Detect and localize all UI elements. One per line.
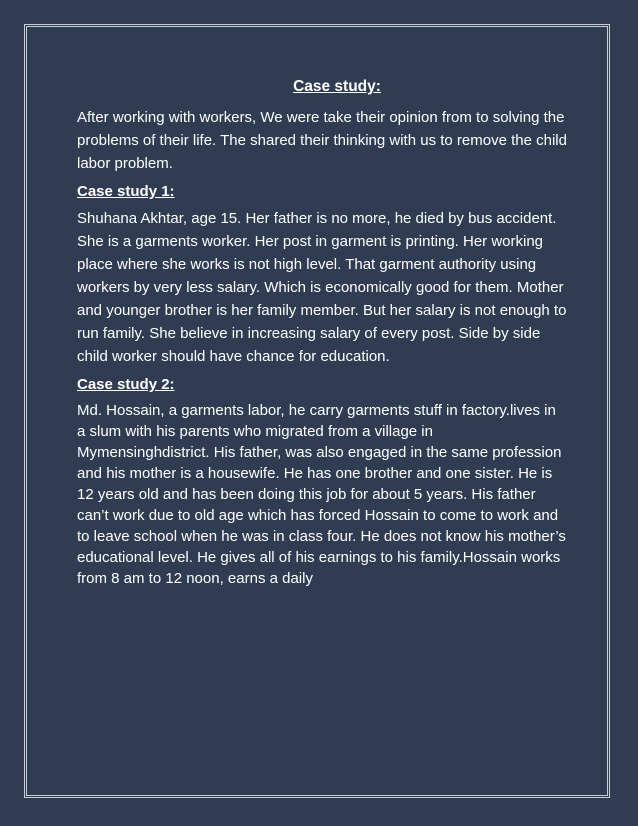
case-study-1-heading: Case study 1: xyxy=(77,183,175,200)
case-study-2-text: Md. Hossain, a garments labor, he carry garments stuff in factory.lives in a slum with his parents who migrated from a village in Mymensinghdistrict. His father, was also engaged in the same profession and his mother is a housewife. He has one brother and one sister. He is 12 years old and has been doing this job for about 5 years. His father can’t work due to old age which has forced Hossain to come to work and to leave school when he was in class four. He does not know his mother’s educational level. He gives all of his earnings to his family.Hossain works from 8 am to 12 noon, earns a daily xyxy=(77,402,566,587)
case-study-2-heading: Case study 2: xyxy=(77,376,175,393)
intro-paragraph: After working with workers, We were take their opinion from to solving the problems of their life. The shared their thinking with us to remove the child labor problem. xyxy=(77,109,567,172)
document-title: Case study: xyxy=(293,78,381,95)
case-study-1-text: Shuhana Akhtar, age 15. Her father is no more, he died by bus accident. She is a garments worker. Her post in garment is printing. Her working place where she works is not high level. That garment authority using workers by very less salary. Which is economically good for them. Mother and younger brother is her family member. But her salary is not enough to run family. She believe in increasing salary of every post. Side by side child worker should have chance for education. xyxy=(77,210,567,365)
document-body xyxy=(77,78,567,597)
